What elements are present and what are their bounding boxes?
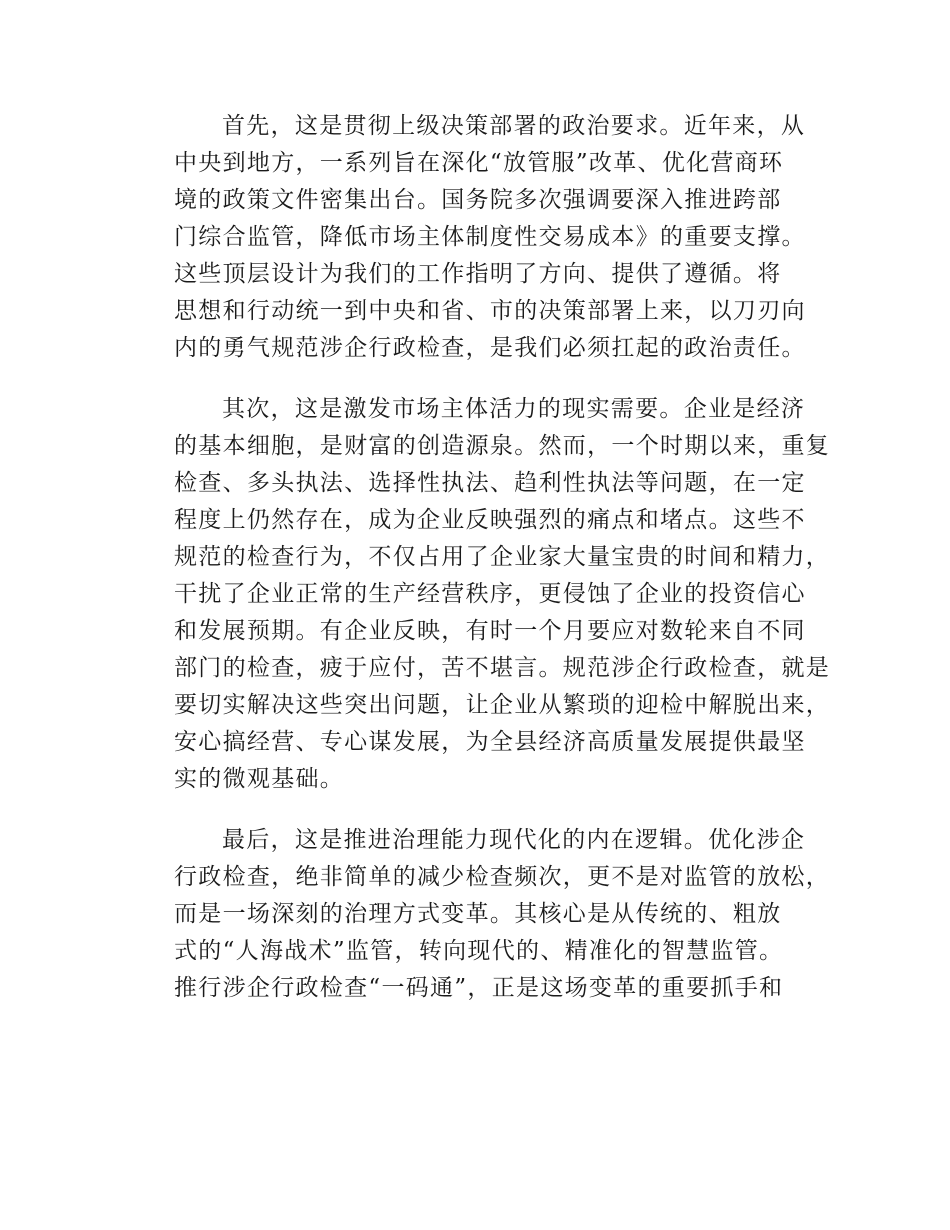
text-line: 门综合监管，降低市场主体制度性交易成本》的重要支撑。 [174, 224, 806, 250]
text-line: 而是一场深刻的治理方式变革。其核心是从传统的、粗放 [174, 901, 782, 927]
text-line: 检查、多头执法、选择性执法、趋利性执法等问题，在一定 [174, 470, 806, 496]
text-line: 内的勇气规范涉企行政检查，是我们必须扛起的政治责任。 [174, 335, 806, 361]
text-line: 这些顶层设计为我们的工作指明了方向、提供了遵循。将 [174, 261, 782, 287]
document-body [174, 108, 831, 1031]
text-line: 部门的检查，疲于应付，苦不堪言。规范涉企行政检查，就是 [174, 655, 831, 681]
text-line: 要切实解决这些突出问题，让企业从繁琐的迎检中解脱出来， [174, 692, 831, 718]
paragraph-political-requirement [174, 108, 814, 367]
paragraph-governance-modernization [174, 822, 831, 1007]
text-line: 最后，这是推进治理能力现代化的内在逻辑。优化涉企 [222, 827, 806, 853]
text-line: 和发展预期。有企业反映，有时一个月要应对数轮来自不同 [174, 618, 806, 644]
text-line: 的基本细胞，是财富的创造源泉。然而，一个时期以来，重复 [174, 433, 831, 459]
text-line: 其次，这是激发市场主体活力的现实需要。企业是经济 [222, 396, 806, 422]
text-line: 首先，这是贯彻上级决策部署的政治要求。近年来，从 [222, 113, 806, 139]
text-line: 规范的检查行为，不仅占用了企业家大量宝贵的时间和精力， [174, 544, 831, 570]
text-line: 干扰了企业正常的生产经营秩序，更侵蚀了企业的投资信心 [174, 581, 806, 607]
text-line: 安心搞经营、专心谋发展，为全县经济高质量发展提供最坚 [174, 729, 806, 755]
text-line: 程度上仍然存在，成为企业反映强烈的痛点和堵点。这些不 [174, 507, 806, 533]
paragraph-market-vitality [174, 391, 831, 798]
text-line: 式的“人海战术”监管，转向现代的、精准化的智慧监管。 [174, 938, 784, 964]
text-line: 境的政策文件密集出台。国务院多次强调要深入推进跨部 [174, 187, 782, 213]
text-line: 推行涉企行政检查“一码通”，正是这场变革的重要抓手和 [174, 975, 784, 1001]
text-line: 中央到地方，一系列旨在深化“放管服”改革、优化营商环 [174, 150, 784, 176]
text-line: 思想和行动统一到中央和省、市的决策部署上来，以刀刃向 [174, 298, 806, 324]
text-line: 实的微观基础。 [174, 766, 345, 792]
text-line: 行政检查，绝非简单的减少检查频次，更不是对监管的放松， [174, 864, 831, 890]
